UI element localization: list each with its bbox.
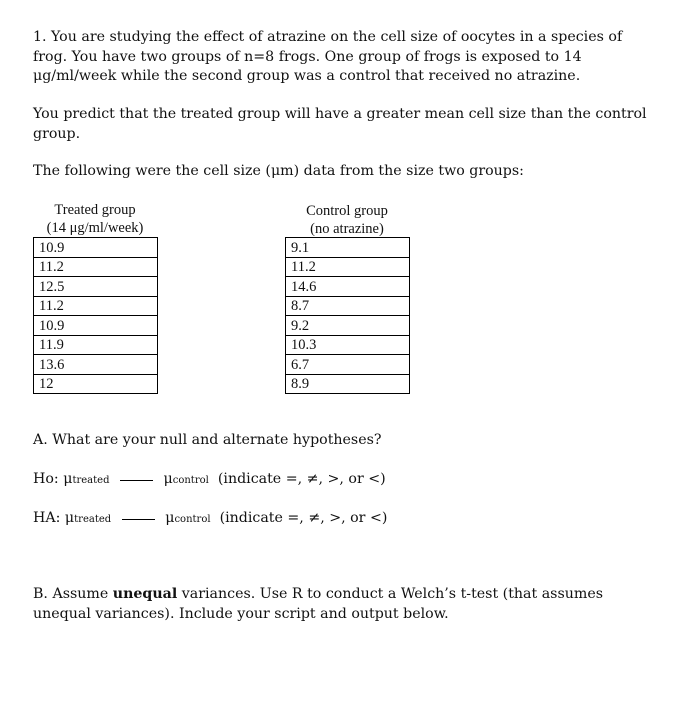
part-b-line-1-rest: variances. Use R to conduct a Welch’s t-test (that assumes (177, 586, 603, 602)
treated-cell: 12.5 (34, 277, 158, 297)
treated-header-dose: (14 μg/ml/week) (46, 220, 144, 236)
h0-answer-blank[interactable] (120, 480, 153, 481)
prediction-line-1: You predict that the treated group will have a greater mean cell size than the control (33, 106, 647, 122)
data-intro: The following were the cell size (μm) data from the size two groups: (33, 163, 524, 179)
table-row (34, 238, 158, 258)
h0-line (33, 470, 386, 491)
treated-cell: 10.9 (34, 316, 158, 336)
table-row (34, 355, 158, 375)
ha-instruction: (indicate =, ≠, >, or <) (219, 510, 388, 526)
treated-cell: 10.9 (34, 238, 158, 258)
table-row (34, 374, 158, 394)
table-row (286, 257, 410, 277)
table-row (286, 335, 410, 355)
part-b-prefix: B. Assume (33, 586, 113, 602)
table-row (34, 277, 158, 297)
table-row (286, 277, 410, 297)
table-row (286, 296, 410, 316)
table-row (34, 257, 158, 277)
control-subscript: control (174, 514, 211, 525)
treated-subscript: treated (72, 475, 110, 486)
treated-header (33, 201, 157, 237)
mu-symbol: μ (163, 471, 173, 487)
table-row (34, 316, 158, 336)
control-cell: 9.2 (286, 316, 410, 336)
table-row (34, 296, 158, 316)
part-b-line-2: unequal variances). Include your script and output below. (33, 605, 449, 622)
mu-symbol: μ (63, 471, 73, 487)
treated-subscript: treated (74, 514, 112, 525)
part-a-question: A. What are your null and alternate hypotheses? (33, 432, 382, 448)
h0-label: Ho: (33, 471, 59, 487)
control-cell: 8.7 (286, 296, 410, 316)
treated-table (33, 237, 158, 394)
ha-label: HA: (33, 510, 61, 526)
question-line-2: frog. You have two groups of n=8 frogs. One group of frogs is exposed to 14 (33, 48, 582, 65)
h0-instruction: (indicate =, ≠, >, or <) (217, 471, 386, 487)
control-cell: 10.3 (286, 335, 410, 355)
control-header-note: (no atrazine) (310, 221, 384, 237)
control-cell: 9.1 (286, 238, 410, 258)
control-cell: 11.2 (286, 257, 410, 277)
part-b-emphasis: unequal (112, 586, 178, 602)
treated-cell: 12 (34, 374, 158, 394)
table-row (286, 374, 410, 394)
question-line-3: μg/ml/week while the second group was a control that received no atrazine. (33, 68, 581, 84)
control-table (285, 237, 410, 394)
table-row (286, 238, 410, 258)
table-row (286, 316, 410, 336)
table-row (286, 355, 410, 375)
treated-cell: 11.9 (34, 335, 158, 355)
ha-line (33, 509, 387, 530)
control-cell: 14.6 (286, 277, 410, 297)
control-cell: 6.7 (286, 355, 410, 375)
treated-header-title: Treated group (54, 202, 136, 218)
control-cell: 8.9 (286, 374, 410, 394)
treated-cell: 11.2 (34, 257, 158, 277)
control-subscript: control (172, 475, 209, 486)
part-b-line-1 (33, 585, 603, 605)
treated-cell: 11.2 (34, 296, 158, 316)
mu-symbol: μ (165, 510, 175, 526)
mu-symbol: μ (64, 510, 75, 526)
table-row (34, 335, 158, 355)
ha-answer-blank[interactable] (122, 519, 155, 520)
control-header (285, 202, 409, 238)
control-header-title: Control group (306, 203, 388, 219)
treated-cell: 13.6 (34, 355, 158, 375)
prediction-line-2: group. (33, 125, 81, 142)
question-line-1: 1. You are studying the effect of atrazine on the cell size of oocytes in a species of (33, 29, 623, 45)
